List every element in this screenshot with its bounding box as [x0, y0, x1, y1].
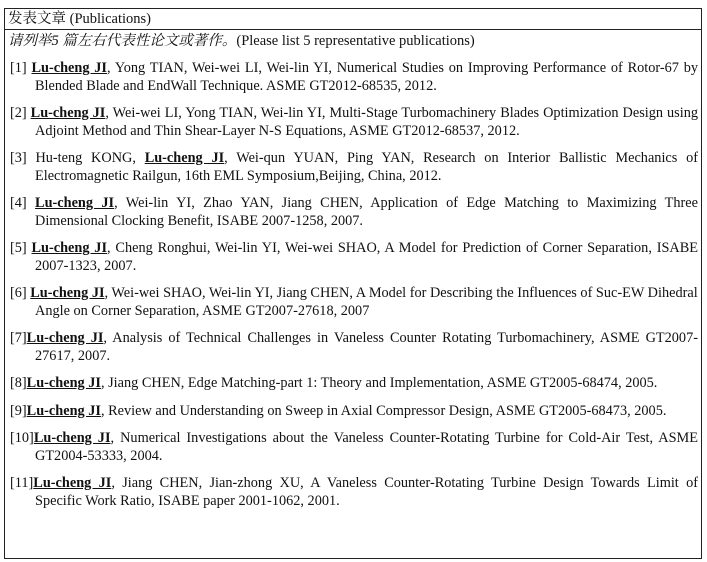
publication-number: [9]: [10, 402, 27, 419]
publication-highlighted-author: Lu-cheng JI: [35, 195, 115, 211]
section-header: [4, 9, 702, 30]
publication-item: [10, 403, 698, 421]
publication-details: , Yong TIAN, Wei-wei LI, Wei-lin YI, Numerical Studies on Improving Performance of Rotor-67 by Blended Blade and EndWall Technique. ASME GT2012-68535, 2012.: [35, 60, 699, 94]
publication-item: [10, 330, 698, 365]
publication-details: , Wei-wei LI, Yong TIAN, Wei-lin YI, Multi-Stage Turbomachinery Blades Optimization Design using Adjoint Method and Thin Shear-Layer N-S Equations, ASME GT2012-68537, 2012.: [35, 105, 699, 139]
publication-details: , Analysis of Technical Challenges in Vaneless Counter Rotating Turbomachinery, ASME GT2007-27617, 2007.: [35, 330, 698, 364]
publication-details: , Cheng Ronghui, Wei-lin YI, Wei-wei SHAO, A Model for Prediction of Corner Separation, ISABE 2007-1323, 2007.: [35, 240, 699, 274]
publication-details: , Wei-lin YI, Zhao YAN, Jiang CHEN, Application of Edge Matching to Maximizing Three Dimensional Clocking Benefit, ISABE 2007-1258, 2007.: [35, 195, 699, 229]
publication-highlighted-author: Lu-cheng JI: [26, 402, 101, 419]
publication-highlighted-author: Lu-cheng JI: [26, 330, 104, 346]
instruction-chinese: 请列举5 篇左右代表性论文或著作。: [8, 33, 237, 49]
publication-highlighted-author: Lu-cheng JI: [33, 430, 111, 446]
publication-details: , Jiang CHEN, Edge Matching-part 1: Theory and Implementation, ASME GT2005-68474, 2005.: [100, 375, 658, 391]
publication-highlighted-author: Lu-cheng JI: [30, 105, 106, 121]
publication-item: [10, 475, 698, 510]
publication-item: [10, 150, 698, 185]
publication-number: [6]: [10, 285, 31, 301]
publication-number: [10]: [10, 430, 34, 446]
publication-highlighted-author: Lu-cheng JI: [33, 475, 112, 491]
publication-item: [10, 285, 698, 320]
publication-highlighted-author: Lu-cheng JI: [26, 375, 101, 391]
instruction-line: [8, 31, 475, 51]
publication-list: [10, 60, 698, 520]
publication-number: [1]: [10, 60, 32, 76]
publication-item: [10, 240, 698, 275]
publication-details: , Jiang CHEN, Jian-zhong XU, A Vaneless Counter-Rotating Turbine Design Towards Limit of Specific Work Ratio, ISABE paper 2001-1062, 2001.: [35, 475, 698, 509]
publication-details: , Numerical Investigations about the Vaneless Counter-Rotating Turbine for Cold-Air Test, ASME GT2004-53333, 2004.: [35, 430, 698, 464]
publication-item: [10, 195, 698, 230]
publication-item: [10, 375, 698, 393]
publication-details: , Wei-qun YUAN, Ping YAN, Research on Interior Ballistic Mechanics of Electromagnetic Railgun, 16th EML Symposium,Beijing, China, 2012.: [35, 150, 698, 184]
publication-coauthors-before: Hu-teng KONG,: [35, 150, 145, 166]
publication-highlighted-author: Lu-cheng JI: [30, 285, 105, 301]
publication-details: , Wei-wei SHAO, Wei-lin YI, Jiang CHEN, A Model for Describing the Influences of Suc-EW Dihedral Angle on Corner Separation, ASME GT2007-27618, 2007: [35, 285, 698, 319]
publication-number: [11]: [10, 475, 34, 491]
publication-number: [5]: [10, 240, 32, 256]
instruction-english: (Please list 5 representative publications): [236, 33, 475, 49]
publication-number: [3]: [10, 150, 36, 166]
section-title: 发表文章 (Publications): [8, 11, 151, 27]
publication-highlighted-author: Lu-cheng JI: [144, 150, 225, 166]
publication-details: , Review and Understanding on Sweep in Axial Compressor Design, ASME GT2005-68473, 2005.: [100, 402, 667, 419]
publication-number: [2]: [10, 105, 31, 121]
publication-number: [4]: [10, 195, 36, 211]
publication-item: [10, 60, 698, 95]
publication-highlighted-author: Lu-cheng JI: [31, 240, 108, 256]
publication-highlighted-author: Lu-cheng JI: [31, 60, 107, 76]
publication-item: [10, 430, 698, 465]
publication-number: [8]: [10, 375, 27, 391]
publication-item: [10, 105, 698, 140]
publication-number: [7]: [10, 330, 27, 346]
